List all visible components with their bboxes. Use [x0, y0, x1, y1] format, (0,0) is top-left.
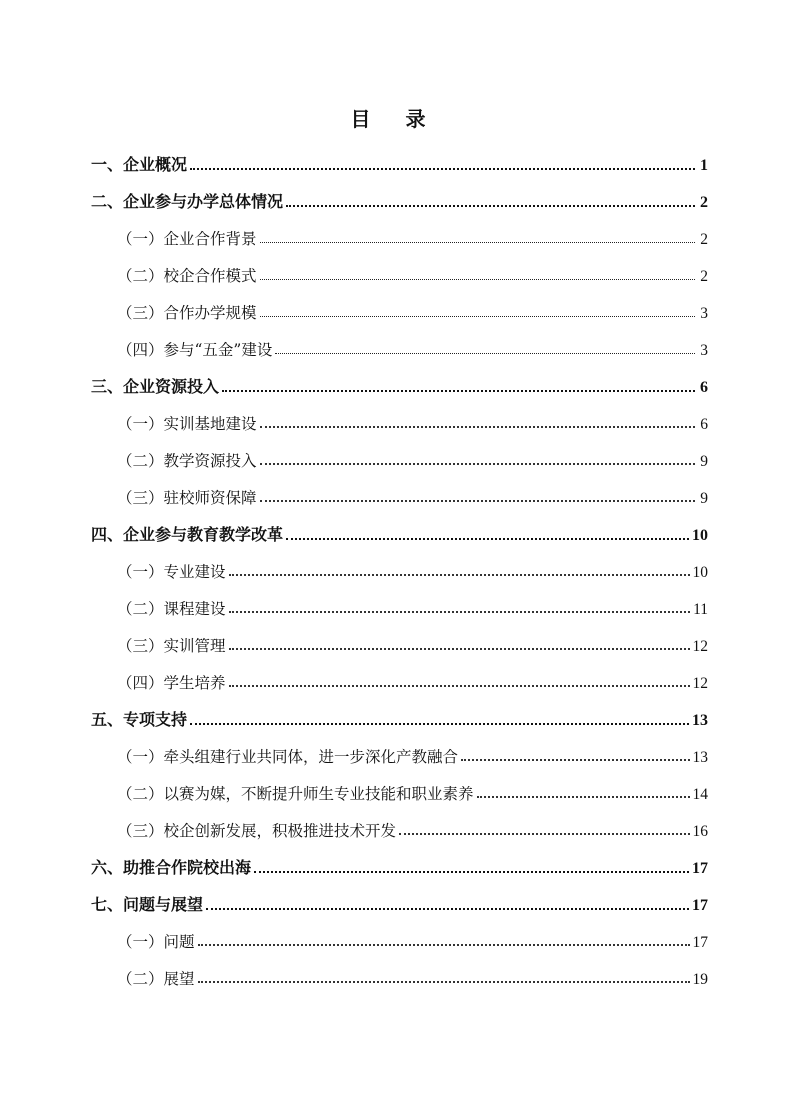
toc-leader	[260, 279, 695, 280]
toc-entry[interactable]	[117, 632, 708, 656]
toc-entry[interactable]	[91, 854, 708, 878]
toc-leader	[286, 205, 695, 207]
toc-entry-label: （四）参与“五金”建设	[117, 341, 273, 359]
toc-leader	[260, 426, 695, 428]
toc-page-number: 6	[700, 416, 708, 433]
toc-leader	[198, 981, 690, 983]
toc-page-number: 17	[692, 897, 708, 914]
toc-leader	[229, 611, 691, 613]
toc-entry[interactable]	[117, 669, 708, 693]
toc-entry[interactable]	[91, 521, 708, 545]
toc-leader	[190, 168, 695, 170]
toc-entry[interactable]	[117, 965, 708, 989]
toc-entry-label: （三）校企创新发展，积极推进技术开发	[117, 822, 397, 840]
toc-entry[interactable]	[117, 743, 708, 767]
toc-page-number: 13	[692, 712, 708, 729]
toc-page-number: 10	[692, 564, 708, 581]
toc-entry[interactable]	[117, 817, 708, 841]
toc-entry[interactable]	[117, 262, 708, 286]
toc-page-number: 19	[692, 971, 708, 988]
toc-leader	[399, 833, 689, 835]
toc-entry-label: 七、问题与展望	[91, 895, 204, 914]
toc-entry-label: （二）以赛为媒，不断提升师生专业技能和职业素养	[117, 785, 474, 803]
toc-entry-label: （四）学生培养	[117, 674, 226, 692]
toc-leader	[198, 944, 690, 946]
toc-page-number: 16	[692, 823, 708, 840]
toc-entry[interactable]	[117, 780, 708, 804]
toc-entry-label: （三）合作办学规模	[117, 304, 257, 322]
toc-entry[interactable]	[117, 558, 708, 582]
toc-entry-label: （一）实训基地建设	[117, 415, 257, 433]
toc-leader	[260, 463, 695, 465]
toc-entry-label: （三）实训管理	[117, 637, 226, 655]
toc-leader	[229, 685, 690, 687]
toc-entry-label: （一）企业合作背景	[117, 230, 257, 248]
toc-leader	[206, 908, 689, 910]
toc-page-number: 17	[692, 860, 708, 877]
toc-page-number: 11	[693, 601, 708, 618]
toc-leader	[229, 574, 690, 576]
toc-page-number: 2	[700, 268, 708, 285]
toc-page-number: 14	[692, 786, 708, 803]
toc-page-number: 2	[700, 231, 708, 248]
toc-page-number: 3	[700, 305, 708, 322]
toc-entry-label: 六、助推合作院校出海	[91, 858, 252, 877]
toc-leader	[461, 759, 689, 761]
toc-page-number: 3	[700, 342, 708, 359]
toc-entry[interactable]	[91, 373, 708, 397]
toc-entry[interactable]	[117, 447, 708, 471]
toc-leader	[229, 648, 690, 650]
toc-leader	[260, 242, 695, 243]
toc-page-number: 2	[700, 194, 708, 211]
toc-entry-label: （一）问题	[117, 933, 195, 951]
toc-leader	[222, 390, 695, 392]
toc-entry-label: （二）课程建设	[117, 600, 226, 618]
toc-entry-label: （一）专业建设	[117, 563, 226, 581]
toc-entry[interactable]	[117, 299, 708, 323]
toc-entry-label: 四、企业参与教育教学改革	[91, 525, 284, 544]
toc-entry-label: 一、企业概况	[91, 155, 188, 174]
toc-entry[interactable]	[117, 410, 708, 434]
toc-entry[interactable]	[117, 595, 708, 619]
toc-leader	[477, 796, 690, 798]
toc-entry-label: （二）校企合作模式	[117, 267, 257, 285]
toc-entry-label: 二、企业参与办学总体情况	[91, 192, 284, 211]
toc-entry[interactable]	[117, 336, 708, 360]
toc-entry-label: 三、企业资源投入	[91, 377, 220, 396]
toc-page-number: 13	[692, 749, 708, 766]
toc-page-number: 17	[692, 934, 708, 951]
page-title: 目 录	[350, 107, 440, 131]
toc-entry-label: （二）教学资源投入	[117, 452, 257, 470]
toc-page-number: 1	[700, 157, 708, 174]
toc-entry[interactable]	[91, 706, 708, 730]
toc-page-number: 6	[700, 379, 708, 396]
toc-leader	[190, 723, 689, 725]
toc-leader	[286, 538, 689, 540]
toc-page-number: 10	[692, 527, 708, 544]
toc-entry-label: （一）牵头组建行业共同体，进一步深化产教融合	[117, 748, 459, 766]
toc-entry[interactable]	[117, 484, 708, 508]
toc-entry[interactable]	[117, 928, 708, 952]
toc-entry-label: （三）驻校师资保障	[117, 489, 257, 507]
toc-entry[interactable]	[117, 225, 708, 249]
toc-entry[interactable]	[91, 151, 708, 175]
toc-page-number: 9	[700, 490, 708, 507]
toc-page-number: 12	[692, 638, 708, 655]
toc-entry[interactable]	[91, 891, 708, 915]
toc-page-number: 9	[700, 453, 708, 470]
toc-page-number: 12	[692, 675, 708, 692]
toc-entry-label: （二）展望	[117, 970, 195, 988]
toc-entry-label: 五、专项支持	[91, 710, 188, 729]
toc-entry[interactable]	[91, 188, 708, 212]
toc-leader	[260, 500, 695, 502]
toc-leader	[254, 871, 689, 873]
toc-leader	[275, 353, 695, 354]
toc-leader	[260, 316, 695, 317]
